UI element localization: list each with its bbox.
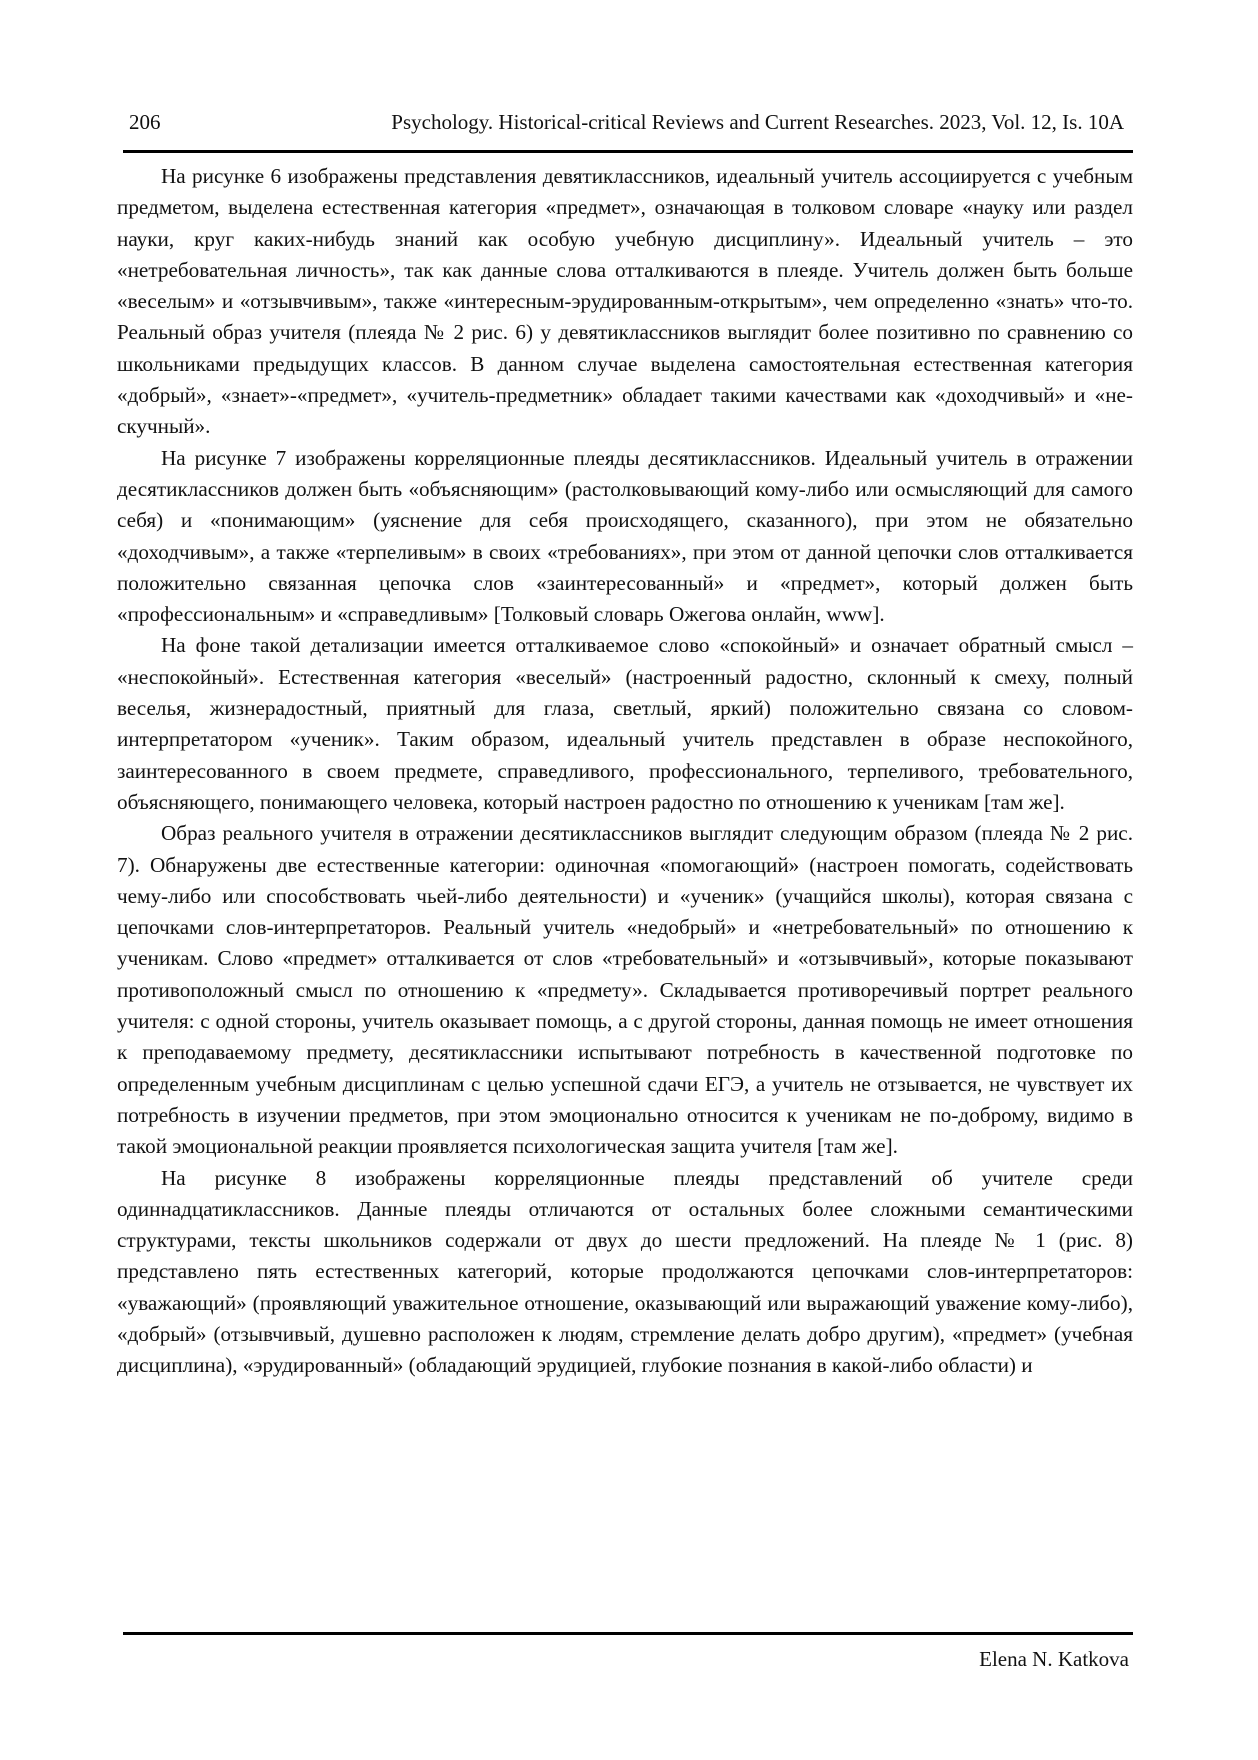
page-number: 206: [129, 110, 161, 134]
paragraph-3: На фоне такой детализации имеется отталкиваемое слово «спокойный» и означает обратный смысл – «неспокойный». Естественная категория «веселый» (настроенный радостно, склонный к смеху, полный веселья, жизнерадостный, приятный для глаза, светлый, яркий) положительно связана со словом-интерпретатором «ученик». Таким образом, идеальный учитель представлен в образе неспокойного, заинтересованного в своем предмете, справедливого, профессионального, терпеливого, требовательного, объясняющего, понимающего человека, который настроен радостно по отношению к ученикам [там же].: [117, 633, 1133, 814]
paragraph-1: На рисунке 6 изображены представления девятиклассников, идеальный учитель ассоциируется с учебным предметом, выделена естественная категория «предмет», означающая в толковом словаре «науку или раздел науки, круг каких-нибудь знаний как особую учебную дисциплину». Идеальный учитель – это «нетребовательная личность», так как данные слова отталкиваются в плеяде. Учитель должен быть больше «веселым» и «отзывчивым», также «интересным-эрудированным-открытым», чем определенно «знать» что-то. Реальный образ учителя (плеяда № 2 рис. 6) у девятиклассников выглядит более позитивно по сравнению со школьниками предыдущих классов. В данном случае выделена самостоятельная естественная категория «добрый», «знает»-«предмет», «учитель-предметник» обладает такими качествами как «доходчивый» и «не-скучный».: [117, 164, 1133, 439]
author-footer: Elena N. Katkova: [979, 1647, 1129, 1671]
footer-rule: [123, 1632, 1133, 1635]
paragraph-2: На рисунке 7 изображены корреляционные плеяды десятиклассников. Идеальный учитель в отражении десятиклассников должен быть «объясняющим» (растолковывающий кому-либо или осмысляющий для самого себя) и «понимающим» (уяснение для себя происходящего, сказанного), при этом не обязательно «доходчивым», а также «терпеливым» в своих «требованиях», при этом от данной цепочки слов отталкивается положительно связанная цепочка слов «заинтересованный» и «предмет», который должен быть «профессиональным» и «справедливым» [Толковый словарь Ожегова онлайн, www].: [117, 445, 1133, 627]
paragraph-4: Образ реального учителя в отражении десятиклассников выглядит следующим образом (плеяда № 2 рис. 7). Обнаружены две естественные категории: одиночная «помогающий» (настроен помогать, содействовать чему-либо или способствовать чьей-либо деятельности) и «ученик» (учащийся школы), которая связана с цепочками слов-интерпретаторов. Реальный учитель «недобрый» и «нетребовательный» по отношению к ученикам. Слово «предмет» отталкивается от слов «требовательный» и «отзывчивый», которые показывают противоположный смысл по отношению к «предмету». Складывается противоречивый портрет реального учителя: с одной стороны, учитель оказывает помощь, а с другой стороны, данная помощь не имеет отношения к преподаваемому предмету, десятиклассники испытывают потребность в качественной подготовке по определенным учебным дисциплинам с целью успешной сдачи ЕГЭ, а учитель не отзывается, не чувствует их потребность в изучении предметов, при этом эмоционально относится к ученикам не по-доброму, видимо в такой эмоциональной реакции проявляется психологическая защита учителя [там же].: [117, 821, 1133, 1159]
header-rule: [123, 150, 1133, 153]
article-body: [117, 161, 1133, 1382]
paragraph-5: На рисунке 8 изображены корреляционные плеяды представлений об учителе среди одиннадцатиклассников. Данные плеяды отличаются от остальных более сложными семантическими структурами, тексты школьников содержали от двух до шести предложений. На плеяде № 1 (рис. 8) представлено пять естественных категорий, которые продолжаются цепочками слов-интерпретаторов: «уважающий» (проявляющий уважительное отношение, оказывающий или выражающий уважение кому-либо), «добрый» (отзывчивый, душевно расположен к людям, стремление делать добро другим), «предмет» (учебная дисциплина), «эрудированный» (обладающий эрудицией, глубокие познания в какой-либо области) и: [117, 1165, 1133, 1378]
journal-title: Psychology. Historical-critical Reviews and Current Researches. 2023, Vol. 12, Is. 10A: [391, 110, 1124, 134]
